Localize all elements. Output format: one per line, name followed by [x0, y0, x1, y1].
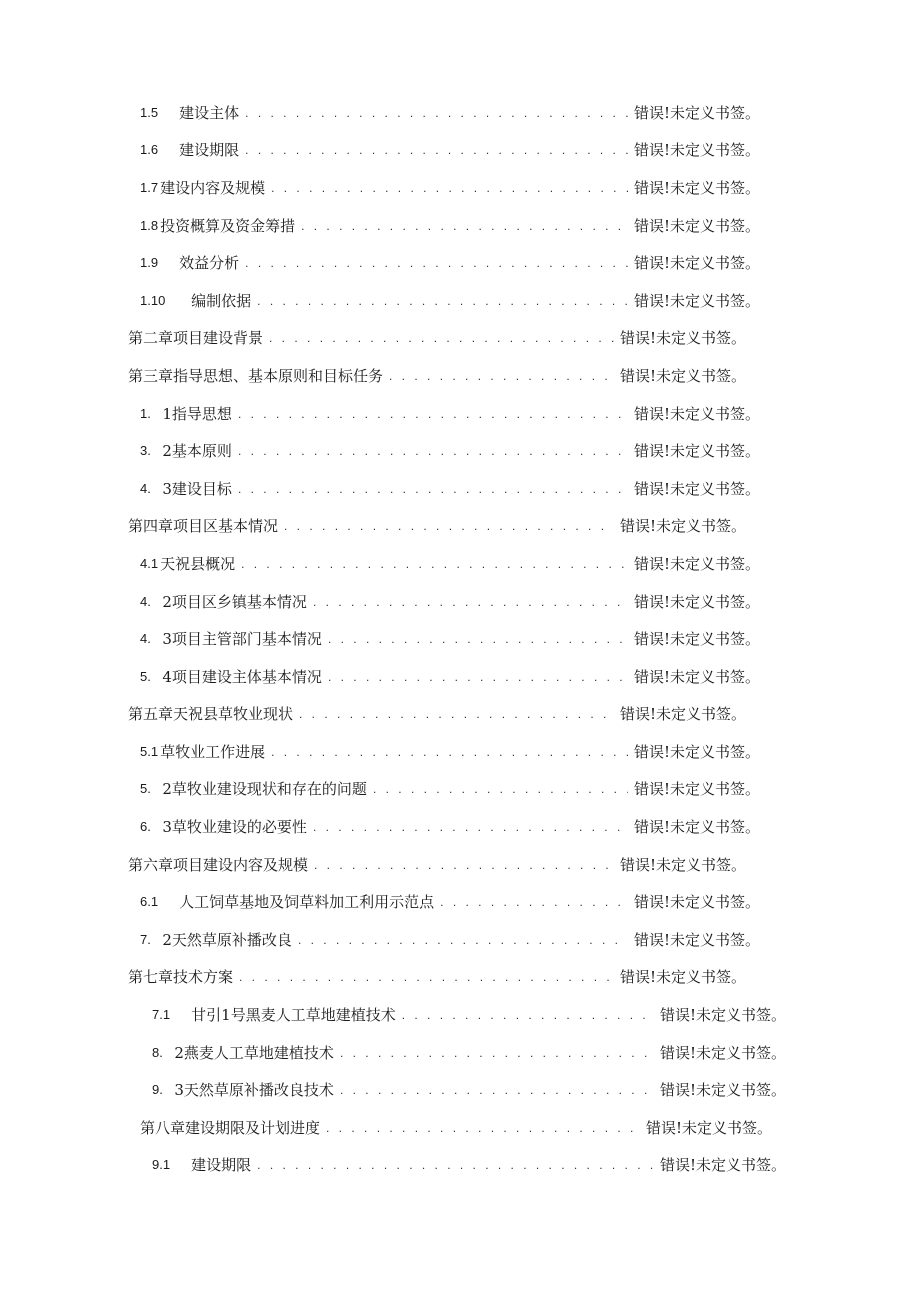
toc-entry-number: 9.: [152, 1082, 163, 1098]
toc-entry-gap: [158, 140, 177, 160]
toc-dot-leader: [373, 779, 628, 799]
toc-entry[interactable]: [138, 1109, 772, 1147]
toc-entry-number: 8.: [152, 1044, 163, 1060]
toc-entry-number: 1.6: [140, 142, 159, 158]
toc-entry-title: 3项目主管部门基本情况: [162, 630, 322, 649]
toc-entry-gap: [158, 103, 177, 123]
toc-dot-leader: [238, 404, 628, 424]
toc-entry-page-ref: 错误!未定义书签。: [633, 254, 760, 273]
toc-entry-number: 4.: [140, 631, 151, 647]
toc-entry[interactable]: [152, 1071, 786, 1109]
toc-entry[interactable]: [140, 470, 760, 508]
toc-entry-title: 2项目区乡镇基本情况: [162, 592, 307, 611]
toc-entry-number: 3.: [140, 443, 151, 459]
toc-entry-title: 2基本原则: [162, 442, 232, 461]
toc-entry-page-ref: 错误!未定义书签。: [659, 1156, 786, 1175]
toc-entry-title: 3草牧业建设的必要性: [162, 818, 307, 837]
toc-dot-leader: [340, 1043, 654, 1063]
toc-entry-page-ref: 错误!未定义书签。: [633, 554, 760, 573]
toc-entry-title: 建设期限: [191, 1156, 252, 1175]
toc-entry-title: 2天然草原补播改良: [162, 930, 292, 949]
toc-entry-title: 1指导思想: [162, 404, 232, 423]
toc-entry[interactable]: [152, 1147, 786, 1185]
toc-entry-title: 3建设目标: [162, 479, 232, 498]
toc-entry[interactable]: [140, 94, 760, 132]
toc-entry[interactable]: [140, 432, 760, 470]
toc-entry-page-ref: 错误!未定义书签。: [619, 968, 746, 987]
toc-dot-leader: [257, 1155, 654, 1175]
toc-entry-gap: [158, 892, 177, 912]
toc-entry-title: 编制依据: [191, 291, 252, 310]
toc-entry[interactable]: [140, 282, 760, 320]
toc-entry[interactable]: [126, 357, 746, 395]
toc-entry-page-ref: 错误!未定义书签。: [633, 442, 760, 461]
toc-entry-number: 1.7: [140, 179, 159, 195]
toc-dot-leader: [301, 216, 628, 236]
toc-entry[interactable]: [140, 883, 760, 921]
toc-entry-title: 建设内容及规模: [160, 178, 266, 197]
toc-entry-gap: [151, 779, 161, 799]
toc-dot-leader: [245, 253, 628, 273]
toc-entry-number: 7.: [140, 931, 151, 947]
toc-entry-page-ref: 错误!未定义书签。: [633, 404, 760, 423]
toc-entry[interactable]: [140, 808, 760, 846]
toc-entry-gap: [151, 930, 161, 950]
toc-entry-number: 6.1: [140, 894, 159, 910]
toc-entry-number: 4.: [140, 593, 151, 609]
toc-entry-page-ref: 错误!未定义书签。: [645, 1118, 772, 1137]
toc-entry[interactable]: [140, 545, 760, 583]
toc-entry-title: 人工饲草基地及饲草料加工利用示范点: [179, 893, 435, 912]
table-of-contents: [0, 94, 920, 1184]
toc-entry-page-ref: 错误!未定义书签。: [619, 855, 746, 874]
toc-entry-gap: [151, 817, 161, 837]
toc-dot-leader: [328, 667, 628, 687]
toc-dot-leader: [314, 855, 614, 875]
toc-entry-title: 天祝县概况: [160, 554, 236, 573]
toc-entry-number: 5.: [140, 781, 151, 797]
toc-entry-page-ref: 错误!未定义书签。: [619, 366, 746, 385]
toc-dot-leader: [402, 1005, 654, 1025]
toc-dot-leader: [440, 892, 628, 912]
toc-entry-number: 4.: [140, 480, 151, 496]
toc-dot-leader: [257, 291, 628, 311]
toc-entry-number: 6.: [140, 819, 151, 835]
toc-entry[interactable]: [140, 207, 760, 245]
toc-entry-title: 3天然草原补播改良技术: [174, 1081, 334, 1100]
toc-dot-leader: [328, 629, 628, 649]
toc-entry-title: 建设期限: [179, 141, 240, 160]
toc-entry-page-ref: 错误!未定义书签。: [633, 216, 760, 235]
toc-entry-title: 2草牧业建设现状和存在的问题: [162, 780, 367, 799]
toc-entry-number: 1.8: [140, 217, 159, 233]
toc-entry[interactable]: [140, 132, 760, 170]
toc-entry-title: 4项目建设主体基本情况: [162, 667, 322, 686]
toc-dot-leader: [284, 516, 614, 536]
toc-dot-leader: [340, 1080, 654, 1100]
toc-entry-page-ref: 错误!未定义书签。: [633, 103, 760, 122]
toc-entry-number: 7.1: [152, 1007, 171, 1023]
toc-entry[interactable]: [126, 959, 746, 997]
toc-entry[interactable]: [140, 771, 760, 809]
toc-entry-number: 1.5: [140, 104, 159, 120]
toc-entry-page-ref: 错误!未定义书签。: [633, 930, 760, 949]
toc-dot-leader: [239, 967, 614, 987]
toc-entry[interactable]: [126, 508, 746, 546]
toc-entry-number: 4.1: [140, 555, 159, 571]
toc-entry-title: 第四章项目区基本情况: [128, 517, 279, 536]
toc-entry-gap: [151, 592, 161, 612]
toc-entry-number: 5.: [140, 668, 151, 684]
toc-dot-leader: [313, 817, 628, 837]
toc-entry-page-ref: 错误!未定义书签。: [633, 178, 760, 197]
toc-dot-leader: [271, 742, 628, 762]
toc-entry-title: 第七章技术方案: [128, 968, 234, 987]
toc-entry-page-ref: 错误!未定义书签。: [619, 517, 746, 536]
toc-dot-leader: [326, 1118, 640, 1138]
toc-dot-leader: [298, 930, 628, 950]
toc-entry-title: 效益分析: [179, 254, 240, 273]
toc-entry[interactable]: [152, 996, 786, 1034]
toc-entry-number: 1.: [140, 405, 151, 421]
toc-entry-title: 投资概算及资金筹措: [160, 216, 296, 235]
toc-entry[interactable]: [126, 696, 746, 734]
toc-entry-page-ref: 错误!未定义书签。: [619, 329, 746, 348]
toc-entry[interactable]: [140, 620, 760, 658]
toc-entry-page-ref: 错误!未定义书签。: [633, 780, 760, 799]
toc-entry-page-ref: 错误!未定义书签。: [659, 1043, 786, 1062]
toc-entry-page-ref: 错误!未定义书签。: [633, 818, 760, 837]
toc-dot-leader: [245, 140, 628, 160]
toc-entry-gap: [151, 667, 161, 687]
toc-entry-number: 1.10: [140, 292, 166, 308]
toc-entry-title: 建设主体: [179, 103, 240, 122]
toc-entry[interactable]: [126, 320, 746, 358]
toc-entry-page-ref: 错误!未定义书签。: [659, 1006, 786, 1025]
toc-entry-number: 1.9: [140, 255, 159, 271]
toc-dot-leader: [313, 592, 628, 612]
toc-entry-title: 第三章指导思想、基本原则和目标任务: [128, 366, 384, 385]
toc-entry[interactable]: [140, 583, 760, 621]
toc-entry[interactable]: [140, 658, 760, 696]
toc-entry-gap: [151, 629, 161, 649]
toc-dot-leader: [269, 328, 614, 348]
toc-entry-gap: [163, 1043, 173, 1063]
toc-entry-page-ref: 错误!未定义书签。: [633, 893, 760, 912]
toc-entry-title: 甘引1号黑麦人工草地建植技术: [191, 1006, 396, 1025]
toc-dot-leader: [238, 479, 628, 499]
toc-dot-leader: [299, 704, 614, 724]
toc-entry-title: 第二章项目建设背景: [128, 329, 264, 348]
toc-entry-page-ref: 错误!未定义书签。: [633, 667, 760, 686]
toc-entry-title: 2燕麦人工草地建植技术: [174, 1043, 334, 1062]
toc-entry-number: 9.1: [152, 1157, 171, 1173]
toc-entry-page-ref: 错误!未定义书签。: [633, 742, 760, 761]
toc-entry-gap: [151, 479, 161, 499]
toc-entry[interactable]: [140, 169, 760, 207]
toc-entry[interactable]: [140, 733, 760, 771]
toc-entry[interactable]: [126, 846, 746, 884]
toc-dot-leader: [245, 103, 628, 123]
toc-entry-gap: [151, 441, 161, 461]
toc-entry-title: 草牧业工作进展: [160, 742, 266, 761]
toc-entry-number: 5.1: [140, 743, 159, 759]
toc-entry-page-ref: 错误!未定义书签。: [619, 705, 746, 724]
toc-entry-page-ref: 错误!未定义书签。: [633, 291, 760, 310]
toc-entry-gap: [165, 291, 189, 311]
toc-entry-page-ref: 错误!未定义书签。: [633, 479, 760, 498]
toc-entry-page-ref: 错误!未定义书签。: [633, 592, 760, 611]
toc-dot-leader: [238, 441, 628, 461]
toc-entry-title: 第八章建设期限及计划进度: [140, 1118, 321, 1137]
toc-entry-gap: [158, 253, 177, 273]
toc-entry-gap: [163, 1080, 173, 1100]
toc-entry-page-ref: 错误!未定义书签。: [633, 630, 760, 649]
toc-entry-title: 第六章项目建设内容及规模: [128, 855, 309, 874]
toc-entry-gap: [170, 1155, 189, 1175]
toc-entry[interactable]: [152, 1034, 786, 1072]
toc-entry-gap: [151, 404, 161, 424]
toc-entry[interactable]: [140, 921, 760, 959]
toc-dot-leader: [271, 178, 628, 198]
toc-entry-page-ref: 错误!未定义书签。: [633, 141, 760, 160]
toc-entry-gap: [170, 1005, 189, 1025]
toc-entry-title: 第五章天祝县草牧业现状: [128, 705, 294, 724]
toc-entry[interactable]: [140, 244, 760, 282]
toc-dot-leader: [389, 366, 614, 386]
toc-entry-page-ref: 错误!未定义书签。: [659, 1081, 786, 1100]
toc-entry[interactable]: [140, 395, 760, 433]
toc-dot-leader: [241, 554, 628, 574]
